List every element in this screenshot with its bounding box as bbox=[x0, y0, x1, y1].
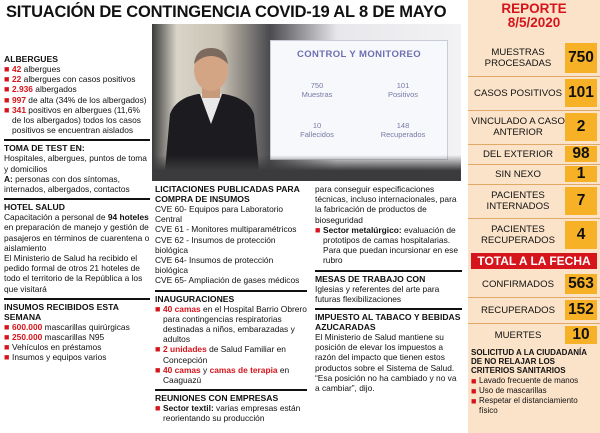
list-item-text: albergues con casos positivos bbox=[21, 74, 136, 85]
list-item-text: Lavado frecuente de manos bbox=[479, 375, 579, 385]
stat-row bbox=[468, 78, 600, 108]
stat-label: MUESTRAS PROCESADAS bbox=[484, 47, 552, 69]
toma-note bbox=[4, 174, 150, 194]
highlight-text: camas de terapia bbox=[209, 364, 278, 375]
list-item bbox=[4, 322, 150, 332]
hotel-body-2: El Ministerio de Salud ha recibido el pedido formal de otros 21 hoteles de todo el territorio de la República a los que visitará bbox=[4, 253, 143, 294]
cell-label: Muestras bbox=[301, 90, 333, 99]
stat-value: 1 bbox=[565, 166, 597, 182]
solicitud-box bbox=[471, 348, 597, 415]
hotel-text: en preparación de manejo y gestión de pasajeros en términos de cuarentena o aislamiento bbox=[4, 222, 150, 253]
reuniones-title: REUNIONES CON EMPRESAS bbox=[155, 393, 279, 404]
list-item-text: en el Hospital Barrio Obrero para contingencias respiratorias destinadas a niños, embarazadas y adultos bbox=[163, 303, 307, 345]
screen-cell bbox=[363, 81, 443, 99]
list-item bbox=[4, 74, 150, 84]
list-item-text: Respetar el distanciamiento físico bbox=[479, 396, 578, 415]
list-item bbox=[4, 64, 150, 74]
inauguraciones-title: INAUGURACIONES bbox=[155, 293, 235, 304]
bullet-icon: ■ bbox=[4, 332, 10, 343]
bullet-icon: ■ bbox=[155, 364, 161, 375]
row-divider bbox=[468, 297, 600, 298]
hotel-title: HOTEL SALUD bbox=[4, 202, 65, 213]
list-item bbox=[155, 304, 307, 345]
bullet-icon: ■ bbox=[155, 403, 161, 414]
list-item: CVE 60- Equipos para Laboratorio Central bbox=[155, 204, 284, 225]
cell-number: 750 bbox=[310, 81, 324, 90]
list-item-text: de Salud Familiar en Concepción bbox=[163, 344, 286, 365]
stat-value: 101 bbox=[565, 79, 597, 107]
list-item-text: positivos en albergues (11,6% de los albergados) todos los casos positivos se encuentran aislados bbox=[12, 104, 141, 136]
stat-label: SIN NEXO bbox=[495, 168, 541, 180]
list-item bbox=[315, 225, 462, 266]
list-item bbox=[4, 95, 150, 105]
cell-number: 10 bbox=[312, 121, 322, 130]
stat-row bbox=[468, 146, 600, 162]
impuesto-title: IMPUESTO AL TABACO Y BEBIDAS AZUCARADAS bbox=[315, 312, 461, 333]
impuesto-body: El Ministerio de Salud mantiene su posición de elevar los impuestos a razón del impacto que tienen estos productos sobre el Sistema de Salud. “Esa posición no ha cambiado y no va a cambiar”, dijo. bbox=[315, 332, 457, 394]
bullet-icon: ■ bbox=[4, 321, 10, 332]
row-divider bbox=[468, 184, 600, 185]
list-item-text: mascarillas N95 bbox=[42, 332, 105, 343]
list-item: CVE 62 - Insumos de protección biológica bbox=[155, 234, 276, 255]
list-item bbox=[4, 332, 150, 342]
list-item bbox=[4, 105, 150, 136]
audience bbox=[152, 155, 461, 181]
item-bold: Sector metalúrgico: bbox=[323, 224, 402, 235]
list-item-text: de alta (34% de los albergados) bbox=[25, 94, 147, 105]
list-item bbox=[4, 342, 150, 352]
stat-label: PACIENTES RECUPERADOS bbox=[480, 224, 556, 246]
screen-cell bbox=[363, 121, 443, 139]
stat-value: 10 bbox=[565, 326, 597, 344]
section-divider bbox=[4, 198, 150, 200]
presentation-screen bbox=[270, 40, 448, 160]
report-date: 8/5/2020 bbox=[507, 15, 561, 30]
stat-label: VINCULADO A CASO ANTERIOR bbox=[471, 116, 565, 138]
stat-value: 7 bbox=[565, 187, 597, 215]
stat-label: DEL EXTERIOR bbox=[482, 148, 553, 160]
row-divider bbox=[468, 323, 600, 324]
list-item-text: en Caaguazú bbox=[163, 364, 290, 386]
list-item bbox=[155, 344, 307, 364]
albergues-title: ALBERGUES bbox=[4, 54, 58, 64]
section-divider bbox=[4, 139, 150, 141]
highlight-text: 40 camas bbox=[163, 303, 201, 314]
stat-value: 152 bbox=[565, 300, 597, 320]
third-column bbox=[315, 184, 462, 393]
list-item-text: Uso de mascarillas bbox=[479, 385, 547, 395]
stat-row bbox=[468, 186, 600, 216]
bullet-icon: ■ bbox=[155, 344, 161, 355]
cell-label: Positivos bbox=[387, 90, 418, 99]
stat-row bbox=[468, 166, 600, 182]
bullet-icon: ■ bbox=[471, 396, 477, 407]
section-divider bbox=[315, 308, 462, 310]
report-panel bbox=[468, 0, 600, 433]
page-title: SITUACIÓN DE CONTINGENCIA COVID-19 AL 8 DE MAYO bbox=[6, 3, 447, 21]
list-item bbox=[155, 403, 307, 423]
highlight-text: 40 camas bbox=[163, 364, 201, 375]
list-item bbox=[471, 396, 597, 415]
insumos-title: INSUMOS RECIBIDOS ESTA SEMANA bbox=[4, 301, 119, 322]
list-item bbox=[471, 376, 597, 386]
stat-number: 42 bbox=[12, 64, 22, 74]
bullet-icon: ■ bbox=[471, 375, 477, 386]
item-bold: Sector textil: bbox=[163, 403, 214, 414]
note-label: A: bbox=[4, 173, 13, 184]
screen-cell bbox=[277, 81, 357, 99]
total-row bbox=[468, 299, 600, 321]
stat-row bbox=[468, 42, 600, 74]
report-title bbox=[468, 2, 600, 30]
press-photo bbox=[152, 24, 461, 181]
bullet-icon: ■ bbox=[4, 104, 10, 115]
cell-label: Fallecidos bbox=[300, 130, 334, 139]
stat-label: CASOS POSITIVOS bbox=[474, 87, 562, 99]
list-item-text: evaluación de prototipos de camas hospitalarias. Para que puedan incursionar en ese rubro bbox=[323, 224, 459, 266]
section-divider bbox=[155, 389, 307, 391]
left-column bbox=[4, 54, 150, 363]
report-heading: REPORTE bbox=[501, 1, 567, 16]
stat-value: 563 bbox=[565, 274, 597, 294]
list-item-text: y bbox=[200, 364, 210, 375]
cell-label: Recuperados bbox=[380, 130, 426, 139]
hotel-number: 94 hoteles bbox=[107, 212, 149, 223]
continuation-text: para conseguir especificaciones técnicas, incluso internacionales, para la fabricación de productos de bioseguridad bbox=[315, 184, 457, 225]
bullet-icon: ■ bbox=[4, 352, 10, 363]
stat-row bbox=[468, 220, 600, 250]
total-title: TOTAL A LA FECHA bbox=[471, 253, 597, 269]
solicitud-title: SOLICITUD A LA CIUDADANÍA DE NO RELAJAR LOS CRITERIOS SANITARIOS bbox=[471, 348, 587, 376]
bullet-icon: ■ bbox=[4, 64, 10, 74]
list-item: CVE 64- Insumos de protección biológica bbox=[155, 255, 274, 276]
highlight-text: 2 unidades bbox=[163, 344, 207, 355]
cell-number: 101 bbox=[396, 81, 410, 90]
bullet-icon: ■ bbox=[471, 385, 477, 396]
list-item-text: varias empresas están reorientando su producción bbox=[163, 403, 301, 424]
row-divider bbox=[468, 218, 600, 219]
toma-title: TOMA DE TEST EN: bbox=[4, 143, 85, 154]
section-divider bbox=[315, 270, 462, 272]
list-item-text: albergues bbox=[21, 64, 61, 74]
list-item bbox=[471, 386, 597, 396]
list-item bbox=[4, 352, 150, 362]
total-row bbox=[468, 273, 600, 295]
bullet-icon: ■ bbox=[4, 342, 10, 353]
list-item-text: mascarillas quirúrgicas bbox=[42, 321, 130, 332]
mesas-body: Iglesias y referentes del arte para futuras flexibilizaciones bbox=[315, 283, 440, 304]
stat-number: 600.000 bbox=[12, 321, 43, 332]
list-item-text: albergados bbox=[32, 84, 77, 95]
row-divider bbox=[468, 76, 600, 77]
hotel-text: Capacitación a personal de bbox=[4, 212, 108, 223]
total-row bbox=[468, 325, 600, 345]
list-item-text: Vehículos en préstamos bbox=[12, 342, 102, 353]
row-divider bbox=[468, 110, 600, 111]
list-item-text: Insumos y equipos varios bbox=[12, 352, 107, 363]
stat-number: 2.936 bbox=[12, 84, 33, 95]
toma-body: Hospitales, albergues, puntos de toma y domicilios bbox=[4, 153, 147, 174]
section-divider bbox=[155, 290, 307, 292]
stat-label: RECUPERADOS bbox=[480, 304, 556, 316]
list-item: CVE 61 - Monitores multiparamétricos bbox=[155, 224, 297, 235]
list-item bbox=[155, 365, 307, 385]
screen-title: CONTROL Y MONITOREO bbox=[296, 49, 422, 60]
stat-value: 4 bbox=[565, 221, 597, 249]
cell-number: 148 bbox=[396, 121, 410, 130]
stat-value: 2 bbox=[565, 113, 597, 141]
middle-column bbox=[155, 184, 307, 424]
bullet-icon: ■ bbox=[4, 74, 10, 85]
list-item bbox=[4, 84, 150, 94]
mesas-title: MESAS DE TRABAJO CON bbox=[315, 273, 426, 284]
bullet-icon: ■ bbox=[155, 303, 161, 314]
hotel-body bbox=[4, 212, 150, 253]
stat-value: 98 bbox=[565, 146, 597, 162]
stat-value: 750 bbox=[565, 43, 597, 73]
note-text: personas con dos síntomas, internados, albergados, contactos bbox=[4, 173, 130, 195]
list-item: CVE 65- Ampliación de gases médicos bbox=[155, 275, 300, 286]
bullet-icon: ■ bbox=[4, 84, 10, 95]
stat-row bbox=[468, 112, 600, 142]
stat-label: CONFIRMADOS bbox=[482, 278, 554, 290]
section-divider bbox=[4, 298, 150, 300]
stat-number: 997 bbox=[12, 94, 26, 105]
bullet-icon: ■ bbox=[315, 224, 321, 235]
bullet-icon: ■ bbox=[4, 94, 10, 105]
stat-label: MUERTES bbox=[494, 329, 542, 341]
stat-number: 22 bbox=[12, 74, 22, 85]
screen-cell bbox=[277, 121, 357, 139]
licitaciones-title: LICITACIONES PUBLICADAS PARA COMPRA DE INSUMOS bbox=[155, 184, 300, 204]
stat-label: PACIENTES INTERNADOS bbox=[486, 190, 550, 212]
stat-number: 250.000 bbox=[12, 332, 43, 343]
stat-number: 341 bbox=[12, 104, 26, 115]
